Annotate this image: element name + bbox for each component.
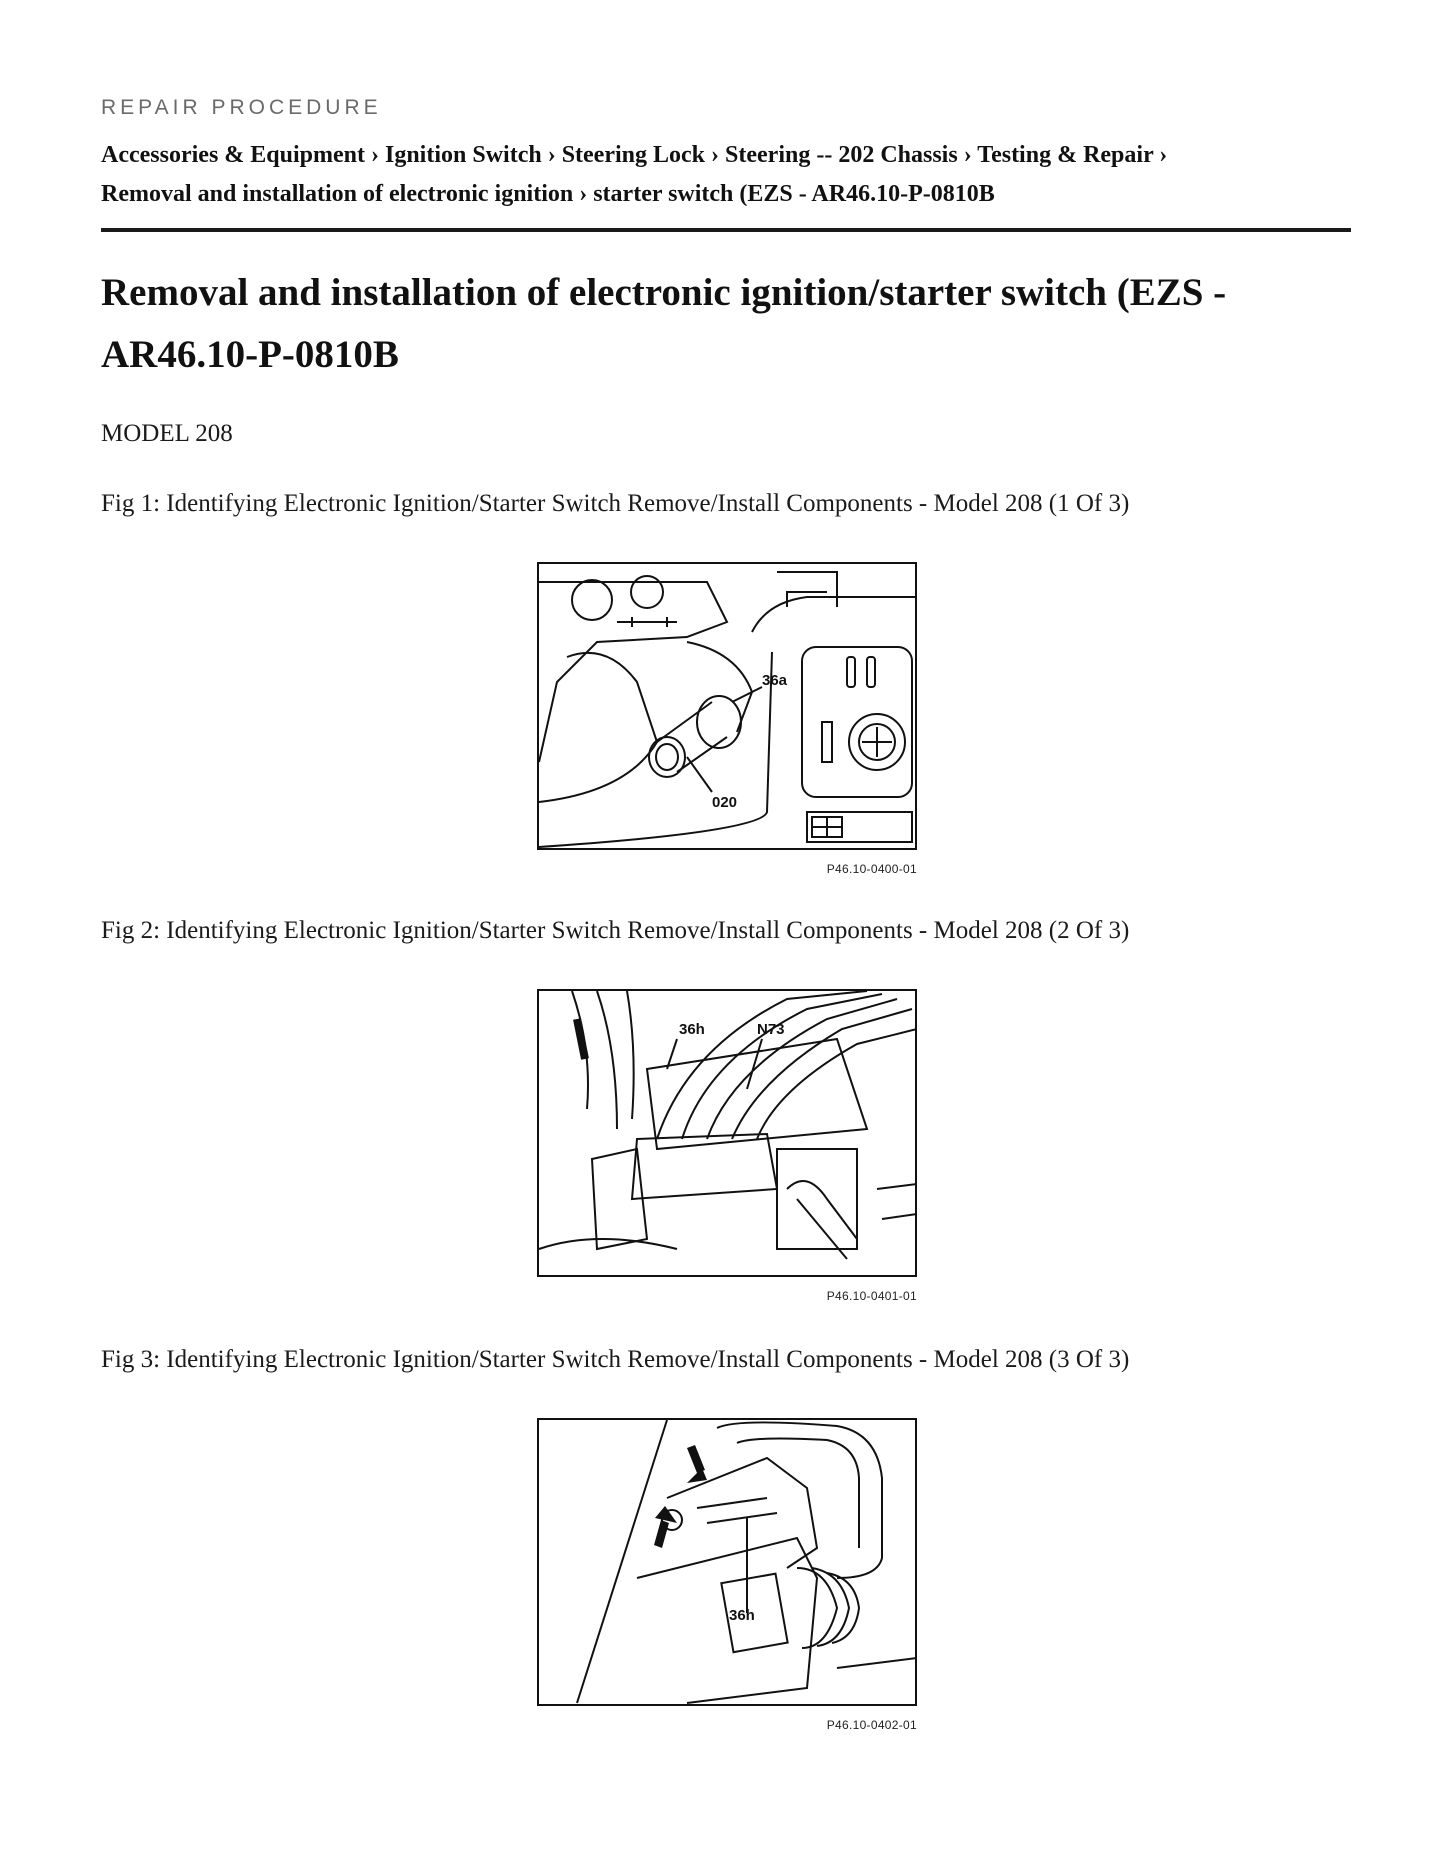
section-kicker: REPAIR PROCEDURE <box>101 96 382 119</box>
figure-2-label-n73: N73 <box>757 1021 785 1038</box>
breadcrumb-separator: › <box>963 142 972 168</box>
figure-1 <box>537 562 917 876</box>
breadcrumb-item[interactable]: Accessories & Equipment <box>101 142 365 168</box>
figure-3-label-36h: 36h <box>729 1607 755 1624</box>
figure-2 <box>537 989 917 1303</box>
breadcrumb-separator: › <box>370 142 379 168</box>
figure-2-label-36h: 36h <box>679 1021 705 1038</box>
figure-1-code: P46.10-0400-01 <box>826 862 917 876</box>
breadcrumb-item[interactable]: Testing & Repair <box>977 142 1154 168</box>
breadcrumb-item[interactable]: Ignition Switch <box>384 142 542 168</box>
breadcrumb <box>101 136 1351 214</box>
figure-2-illustration <box>537 989 917 1277</box>
breadcrumb-separator: › <box>579 181 588 207</box>
breadcrumb-item[interactable]: Steering -- 202 Chassis <box>725 142 958 168</box>
header-divider <box>101 228 1351 232</box>
figure-1-illustration <box>537 562 917 850</box>
breadcrumb-separator: › <box>547 142 556 168</box>
breadcrumb-item[interactable]: Steering Lock <box>561 142 706 168</box>
figure-3-caption: Fig 3: Identifying Electronic Ignition/Starter Switch Remove/Install Components - Model 208 (3 Of 3) <box>101 1346 1130 1373</box>
breadcrumb-separator: › <box>1159 142 1168 168</box>
figure-1-label-020: 020 <box>712 794 738 811</box>
breadcrumb-item-current: starter switch (EZS - AR46.10-P-0810B <box>593 181 995 207</box>
breadcrumb-separator: › <box>711 142 720 168</box>
figure-1-caption: Fig 1: Identifying Electronic Ignition/Starter Switch Remove/Install Components - Model 208 (1 Of 3) <box>101 490 1130 517</box>
breadcrumb-item[interactable]: Removal and installation of electronic ignition <box>101 181 574 207</box>
figure-2-code: P46.10-0401-01 <box>826 1289 917 1303</box>
figure-3 <box>537 1418 917 1732</box>
figure-3-code: P46.10-0402-01 <box>826 1718 917 1732</box>
page-title: Removal and installation of electronic ignition/starter switch (EZS - AR46.10-P-0810B <box>101 271 1227 376</box>
figure-2-caption: Fig 2: Identifying Electronic Ignition/Starter Switch Remove/Install Components - Model 208 (2 Of 3) <box>101 917 1130 944</box>
figure-1-label-36a: 36a <box>762 672 788 689</box>
model-label: MODEL 208 <box>101 420 233 447</box>
figure-3-illustration <box>537 1418 917 1706</box>
